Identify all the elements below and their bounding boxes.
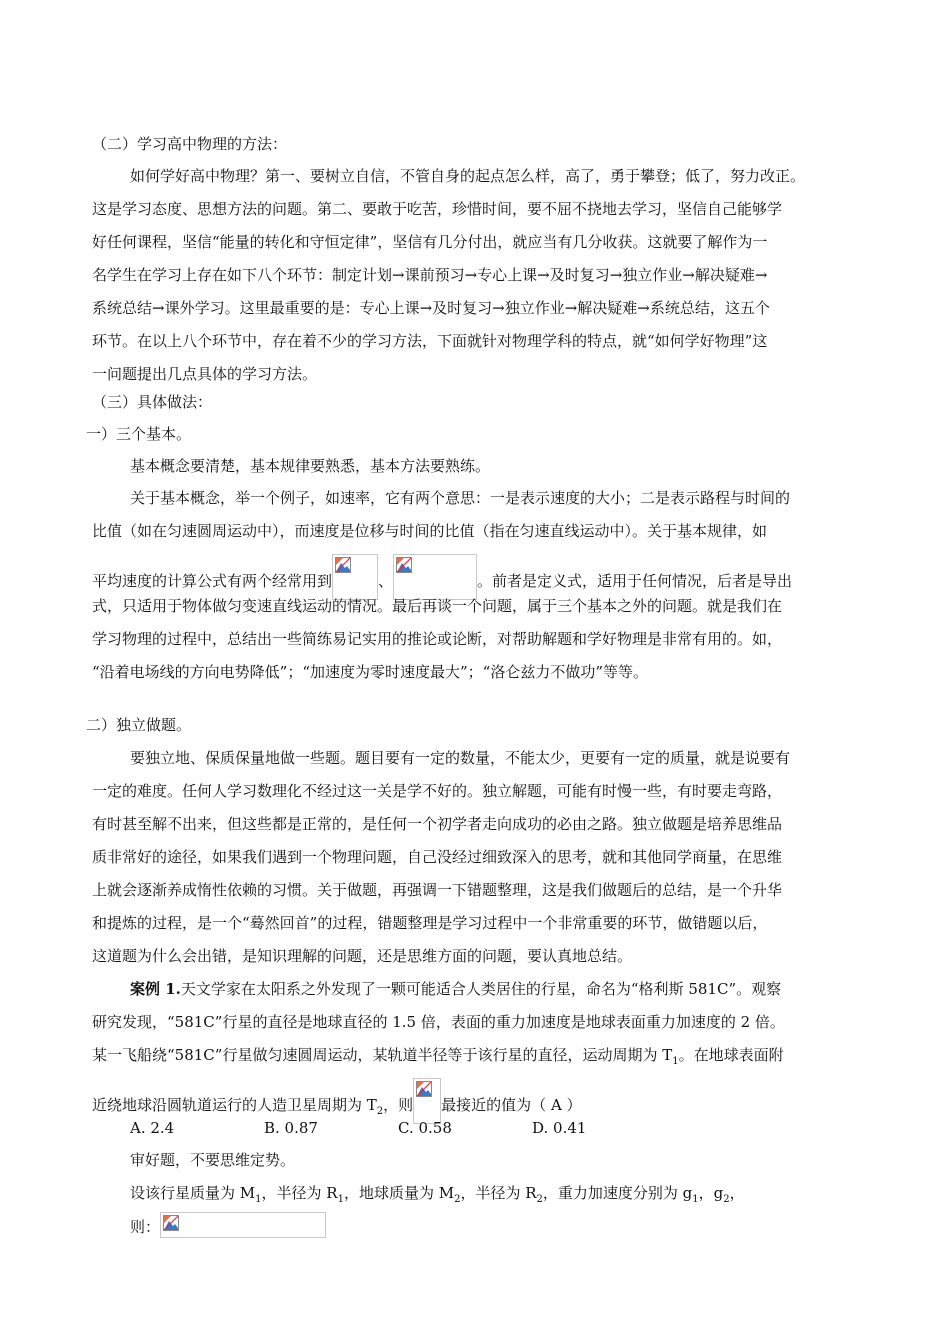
paragraph-line: “沿着电场线的方向电势降低”；“加速度为零时速度最大”；“洛仑兹力不做功”等等。 [92, 663, 649, 681]
section-heading-practice: （三）具体做法： [92, 393, 213, 411]
case-label: 案例 1. [130, 980, 181, 998]
paragraph-line: 这是学习态度、思想方法的问题。第二、要敢于吃苦，珍惜时间，要不屈不挠地去学习，坚信自己能够学 [92, 200, 783, 218]
paragraph-line: 关于基本概念，举一个例子，如速率，它有两个意思：一是表示速度的大小；二是表示路程与时间的 [130, 489, 791, 507]
text-span: 设该行星质量为 M [130, 1184, 256, 1202]
text-span: ，则 [383, 1096, 414, 1114]
subscript: 1 [337, 1194, 344, 1205]
paragraph-line: 有时甚至解不出来，但这些都是正常的，是任何一个初学者走向成功的必由之路。独立做题是培养思维品 [92, 815, 783, 833]
text-span: ，地球质量为 M [343, 1184, 455, 1202]
text-separator: 、 [378, 572, 394, 590]
paragraph-line: 要独立地、保质保量地做一些题。题目要有一定的数量，不能太少，更要有一定的质量，就是说要有 [130, 749, 791, 767]
subscript: 2 [376, 1106, 384, 1117]
paragraph-line: 好任何课程，坚信“能量的转化和守恒定律”，坚信有几分付出，就应当有几分收获。这就要了解作为一 [92, 233, 768, 251]
case-line: 研究发现，“581C”行星的直径是地球直径的 1.5 倍，表面的重力加速度是地球表面重力加速度的 2 倍。 [92, 1013, 785, 1031]
paragraph-line: 一问题提出几点具体的学习方法。 [92, 365, 318, 383]
text-span: 天文学家在太阳系之外发现了一颗可能适合人类居住的行星，命名为“格利斯 581C”。观察 [180, 980, 782, 998]
subscript: 2 [536, 1194, 543, 1205]
option-c: C. 0.58 [398, 1119, 452, 1137]
then-line [130, 1212, 326, 1238]
text-span: 。前者是定义式，适用于任何情况，后者是导出 [477, 572, 793, 590]
paragraph-line: 一定的难度。任何人学习数理化不经过这一关是学不好的。独立解题，可能有时慢一些，有时要走弯路， [92, 782, 783, 800]
text-span: 则： [130, 1218, 161, 1236]
text-span: ，g [698, 1184, 724, 1202]
formula-image-1 [332, 554, 378, 600]
option-d: D. 0.41 [532, 1119, 587, 1137]
text-span: 最接近的值为（ A ） [441, 1096, 582, 1114]
section-heading-methods: （二）学习高中物理的方法： [92, 135, 288, 153]
broken-image-icon [396, 557, 412, 573]
tip-line: 审好题，不要思维定势。 [130, 1151, 296, 1169]
item-heading-independent: 二）独立做题。 [86, 716, 192, 734]
formula-image-2 [393, 554, 477, 600]
paragraph-line: 上就会逐渐养成惰性依赖的习惯。关于做题，再强调一下错题整理，这是我们做题后的总结，是一个升华 [92, 881, 783, 899]
case-line [92, 1045, 784, 1072]
paragraph-line: 和提炼的过程，是一个“蓦然回首”的过程，错题整理是学习过程中一个非常重要的环节，做错题以后， [92, 914, 768, 932]
broken-image-icon [335, 557, 351, 573]
text-span: 某一飞船绕“581C”行星做匀速圆周运动，某轨道半径等于该行星的直径，运动周期为 T [92, 1046, 673, 1064]
text-span: ，半径为 R [460, 1184, 537, 1202]
text-span: 近绕地球沿圆轨道运行的人造卫星周期为 T [92, 1096, 377, 1114]
paragraph-line: 式，只适用于物体做匀变速直线运动的情况。最后再谈一个问题，属于三个基本之外的问题。就是我们在 [92, 597, 783, 615]
subscript: 2 [723, 1194, 730, 1205]
text-span: ，重力加速度分别为 g [542, 1184, 693, 1202]
paragraph-line-with-formulas [92, 554, 792, 600]
broken-image-icon [163, 1215, 179, 1231]
solution-line [130, 1183, 745, 1210]
broken-image-icon [416, 1081, 432, 1097]
subscript: 2 [454, 1194, 461, 1205]
paragraph-line: 环节。在以上八个环节中，存在着不少的学习方法，下面就针对物理学科的特点，就“如何学好物理”这 [92, 332, 768, 350]
text-span: ，半径为 R [261, 1184, 338, 1202]
paragraph-line: 基本概念要清楚，基本规律要熟悉，基本方法要熟练。 [130, 457, 491, 475]
formula-image-4 [160, 1212, 326, 1238]
paragraph-line: 名学生在学习上存在如下八个环节：制定计划→课前预习→专心上课→及时复习→独立作业→解决疑难→ [92, 266, 768, 284]
subscript: 1 [255, 1194, 262, 1205]
subscript: 1 [672, 1056, 679, 1067]
option-b: B. 0.87 [264, 1119, 318, 1137]
item-heading-basics: 一）三个基本。 [86, 425, 192, 443]
subscript: 1 [692, 1194, 699, 1205]
text-span: 平均速度的计算公式有两个经常用到 [92, 572, 333, 590]
paragraph-line: 质非常好的途径，如果我们遇到一个物理问题，自己没经过细致深入的思考，就和其他同学商量，在思维 [92, 848, 783, 866]
text-span: ， [729, 1184, 745, 1202]
case-line [130, 979, 781, 999]
paragraph-line: 学习物理的过程中，总结出一些简练易记实用的推论或论断，对帮助解题和学好物理是非常有用的。如， [92, 630, 783, 648]
text-span: 。在地球表面附 [678, 1046, 784, 1064]
paragraph-line: 这道题为什么会出错，是知识理解的问题，还是思维方面的问题，要认真地总结。 [92, 947, 633, 965]
paragraph-line: 系统总结→课外学习。这里最重要的是：专心上课→及时复习→独立作业→解决疑难→系统总结，这五个 [92, 299, 770, 317]
option-a: A. 2.4 [130, 1119, 175, 1137]
paragraph-line: 比值（如在匀速圆周运动中），而速度是位移与时间的比值（指在匀速直线运动中）。关于基本规律，如 [92, 522, 768, 540]
paragraph-line: 如何学好高中物理？第一、要树立自信，不管自身的起点怎么样，高了，勇于攀登；低了，努力改正。 [130, 167, 806, 185]
